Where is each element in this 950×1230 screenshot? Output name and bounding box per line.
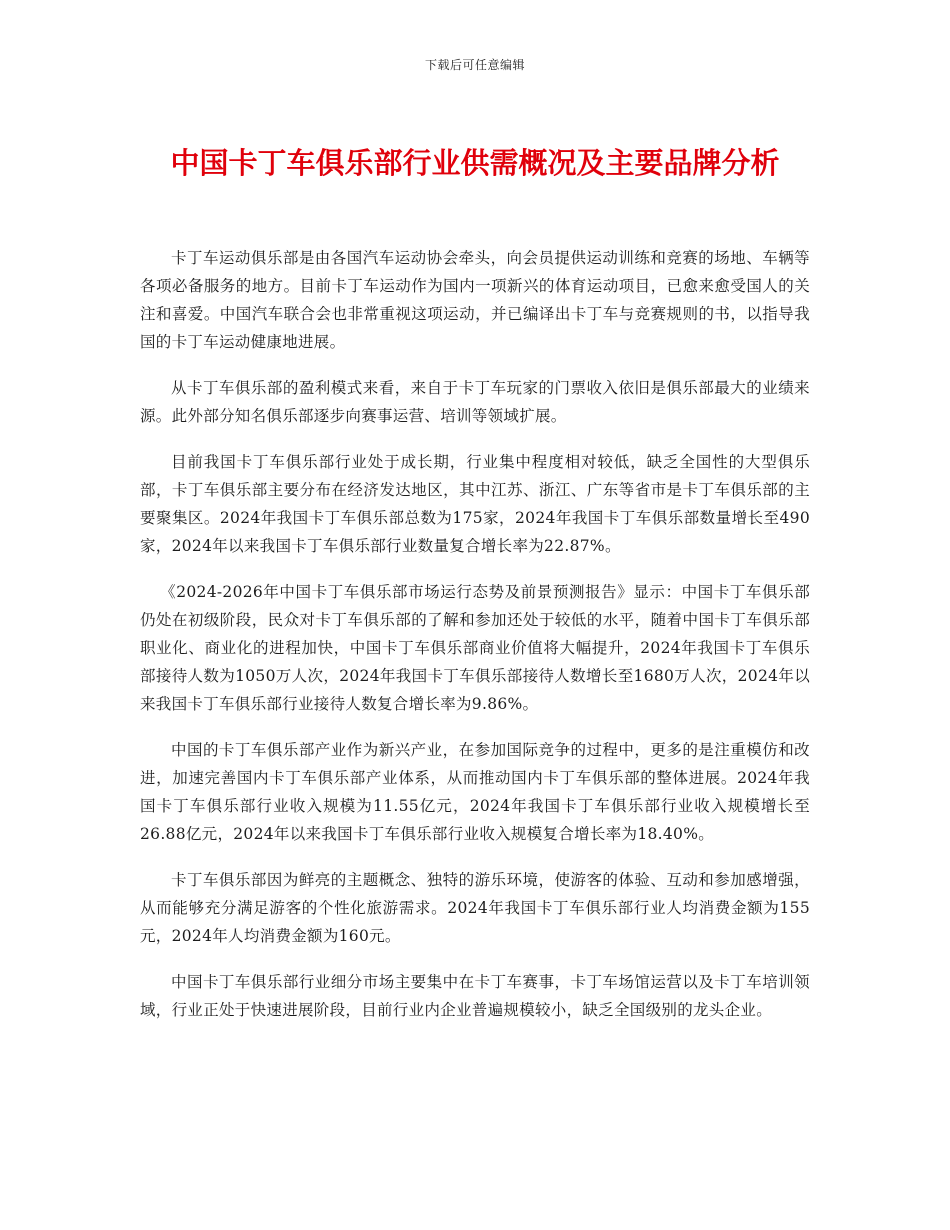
paragraph-revenue: 中国的卡丁车俱乐部产业作为新兴产业，在参加国际竞争的过程中，更多的是注重模仿和改进，加速完善国内卡丁车俱乐部产业体系，从而推动国内卡丁车俱乐部的整体进展。2024年我国卡丁车俱乐部行业收入规模为11.55亿元，2024年我国卡丁车俱乐部行业收入规模增长至26.88亿元，2024年以来我国卡丁车俱乐部行业收入规模复合增长率为18.40%。 — [140, 741, 810, 843]
header-note: 下载后可任意编辑 — [424, 58, 525, 72]
paragraph-segments: 中国卡丁车俱乐部行业细分市场主要集中在卡丁车赛事，卡丁车场馆运营以及卡丁车培训领域，行业正处于快速进展阶段，目前行业内企业普遍规模较小，缺乏全国级别的龙头企业。 — [140, 973, 810, 1019]
document-title: 中国卡丁车俱乐部行业供需概况及主要品牌分析 — [170, 146, 780, 180]
paragraph-report-visitors: 《2024-2026年中国卡丁车俱乐部市场运行态势及前景预测报告》显示：中国卡丁车俱乐部仍处在初级阶段，民众对卡丁车俱乐部的了解和参加还处于较低的水平，随着中国卡丁车俱乐部职业化、商业化的进程加快，中国卡丁车俱乐部商业价值将大幅提升，2024年我国卡丁车俱乐部接待人数为1050万人次，2024年我国卡丁车俱乐部接待人数增长至1680万人次，2024年以来我国卡丁车俱乐部行业接待人数复合增长率为9.86%。 — [140, 583, 810, 713]
paragraph-club-count: 目前我国卡丁车俱乐部行业处于成长期，行业集中程度相对较低，缺乏全国性的大型俱乐部，卡丁车俱乐部主要分布在经济发达地区，其中江苏、浙江、广东等省市是卡丁车俱乐部的主要聚集区。2024年我国卡丁车俱乐部总数为175家，2024年我国卡丁车俱乐部数量增长至490家，2024年以来我国卡丁车俱乐部行业数量复合增长率为22.87%。 — [140, 453, 810, 555]
document-body — [140, 244, 810, 1042]
paragraph-consumption: 卡丁车俱乐部因为鲜亮的主题概念、独特的游乐环境，使游客的体验、互动和参加感增强，从而能够充分满足游客的个性化旅游需求。2024年我国卡丁车俱乐部行业人均消费金额为155元，2024年人均消费金额为160元。 — [140, 871, 810, 945]
paragraph-intro: 卡丁车运动俱乐部是由各国汽车运动协会牵头，向会员提供运动训练和竞赛的场地、车辆等各项必备服务的地方。目前卡丁车运动作为国内一项新兴的体育运动项目，已愈来愈受国人的关注和喜爱。中国汽车联合会也非常重视这项运动，并已编译出卡丁车与竞赛规则的书，以指导我国的卡丁车运动健康地进展。 — [140, 249, 810, 351]
paragraph-profit-model: 从卡丁车俱乐部的盈利模式来看，来自于卡丁车玩家的门票收入依旧是俱乐部最大的业绩来源。此外部分知名俱乐部逐步向赛事运营、培训等领域扩展。 — [140, 379, 810, 425]
